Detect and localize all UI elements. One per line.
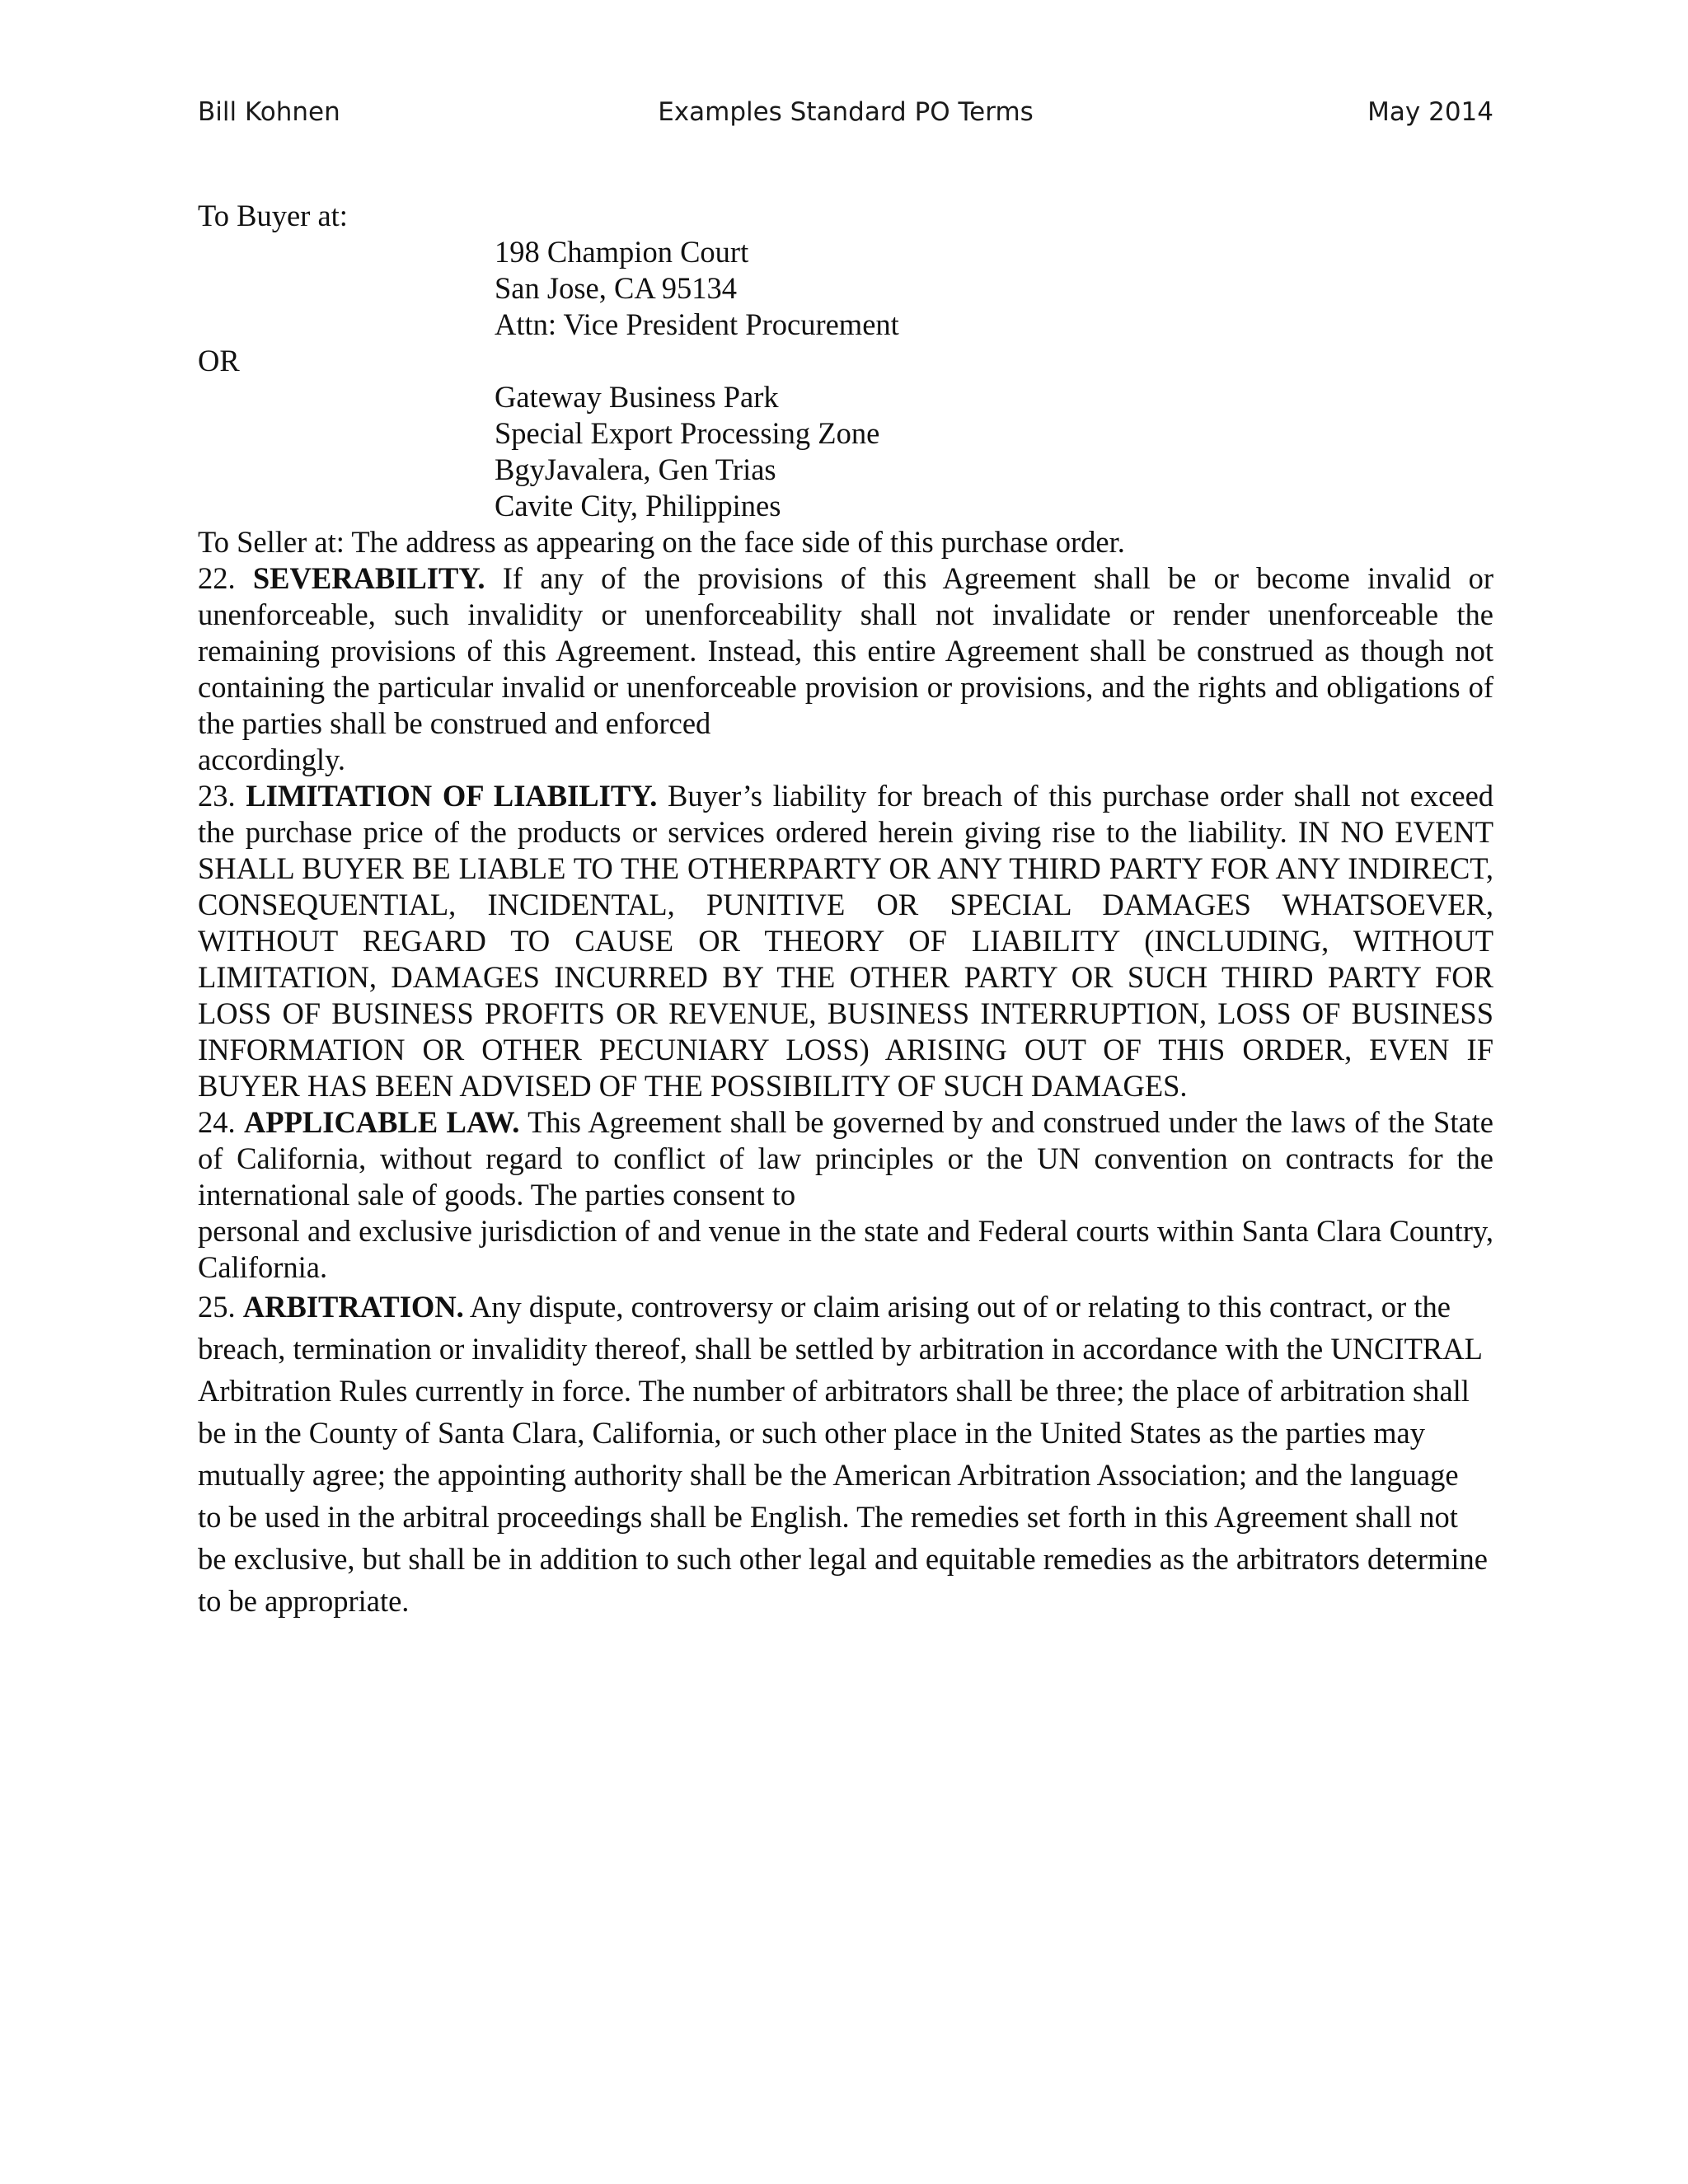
section-heading: ARBITRATION. bbox=[242, 1290, 464, 1324]
section-number: 22. bbox=[198, 561, 236, 595]
section-applicable-law bbox=[198, 1104, 1493, 1213]
section-number: 25. bbox=[198, 1290, 236, 1324]
section-limitation-of-liability bbox=[198, 778, 1493, 1104]
alt-address-line: Cavite City, Philippines bbox=[495, 489, 781, 523]
or-label: OR bbox=[198, 344, 240, 377]
header-author: Bill Kohnen bbox=[198, 97, 340, 127]
section-tail: accordingly. bbox=[198, 743, 346, 776]
section-text: If any of the provisions of this Agreement shall be or become invalid or unenforceable, such invalidity or unenforceability shall not invalidate or render unenforceable the remaining provisions of this Agreement. Instead, this entire Agreement shall be construed as though not containing the particular invalid or unenforceable provision or provisions, and the rights and obligations of the parties shall be construed and enforced bbox=[198, 561, 1493, 740]
section-text: This Agreement shall be governed by and construed under the laws of the State of California, without regard to conflict of law principles or the UN convention on contracts for the international sale of goods. The parties consent to bbox=[198, 1105, 1494, 1212]
section-heading: APPLICABLE LAW. bbox=[243, 1105, 520, 1139]
alt-address-line: Gateway Business Park bbox=[495, 380, 779, 414]
section-severability bbox=[198, 560, 1493, 742]
buyer-address-line: Attn: Vice President Procurement bbox=[495, 307, 899, 341]
document-body bbox=[198, 198, 1493, 1622]
alt-address-line: Special Export Processing Zone bbox=[495, 416, 880, 450]
section-heading: LIMITATION OF LIABILITY. bbox=[246, 779, 658, 813]
page-header bbox=[198, 97, 1493, 138]
section-arbitration bbox=[198, 1286, 1488, 1622]
to-buyer-label: To Buyer at: bbox=[198, 199, 348, 232]
section-heading: SEVERABILITY. bbox=[252, 561, 485, 595]
section-text: Buyer’s liability for breach of this purchase order shall not exceed the purchase price of the products or services ordered herein giving rise to the liability. IN NO EVENT SHALL BUYER BE LIABLE TO THE OTHERPARTY OR ANY THIRD PARTY FOR ANY INDIRECT, CONSEQUENTIAL, INCIDENTAL, PUNITIVE OR SPECIAL DAMAGES WHATSOEVER, WITHOUT REGARD TO CAUSE OR THEORY OF LIABILITY (INCLUDING, WITHOUT LIMITATION, DAMAGES INCURRED BY THE OTHER PARTY OR SUCH THIRD PARTY FOR LOSS OF BUSINESS PROFITS OR REVENUE, BUSINESS INTERRUPTION, LOSS OF BUSINESS INFORMATION OR OTHER PECUNIARY LOSS) ARISING OUT OF THIS ORDER, EVEN IF BUYER HAS BEEN ADVISED OF THE POSSIBILITY OF SUCH DAMAGES. bbox=[198, 779, 1494, 1103]
section-number: 23. bbox=[198, 779, 236, 813]
section-number: 24. bbox=[198, 1105, 236, 1139]
section-tail: personal and exclusive jurisdiction of and venue in the state and Federal courts within Santa Clara Country, California. bbox=[198, 1214, 1493, 1284]
buyer-address-line: 198 Champion Court bbox=[495, 235, 749, 269]
section-text: Any dispute, controversy or claim arising out of or relating to this contract, or the breach, termination or invalidity thereof, shall be settled by arbitration in accordance with the UNCITRAL Arbitration Rules currently in force. The number of arbitrators shall be three; the place of arbitration shall be in the County of Santa Clara, California, or such other place in the United States as the parties may mutually agree; the appointing authority shall be the American Arbitration Association; and the language to be used in the arbitral proceedings shall be English. The remedies set forth in this Agreement shall not be exclusive, but shall be in addition to such other legal and equitable remedies as the arbitrators determine to be appropriate. bbox=[198, 1290, 1488, 1618]
header-date: May 2014 bbox=[1367, 97, 1493, 127]
header-title: Examples Standard PO Terms bbox=[658, 97, 1034, 127]
buyer-address-line: San Jose, CA 95134 bbox=[495, 271, 738, 305]
to-seller-line: To Seller at: The address as appearing on the face side of this purchase order. bbox=[198, 525, 1125, 559]
alt-address-line: BgyJavalera, Gen Trias bbox=[495, 452, 776, 486]
